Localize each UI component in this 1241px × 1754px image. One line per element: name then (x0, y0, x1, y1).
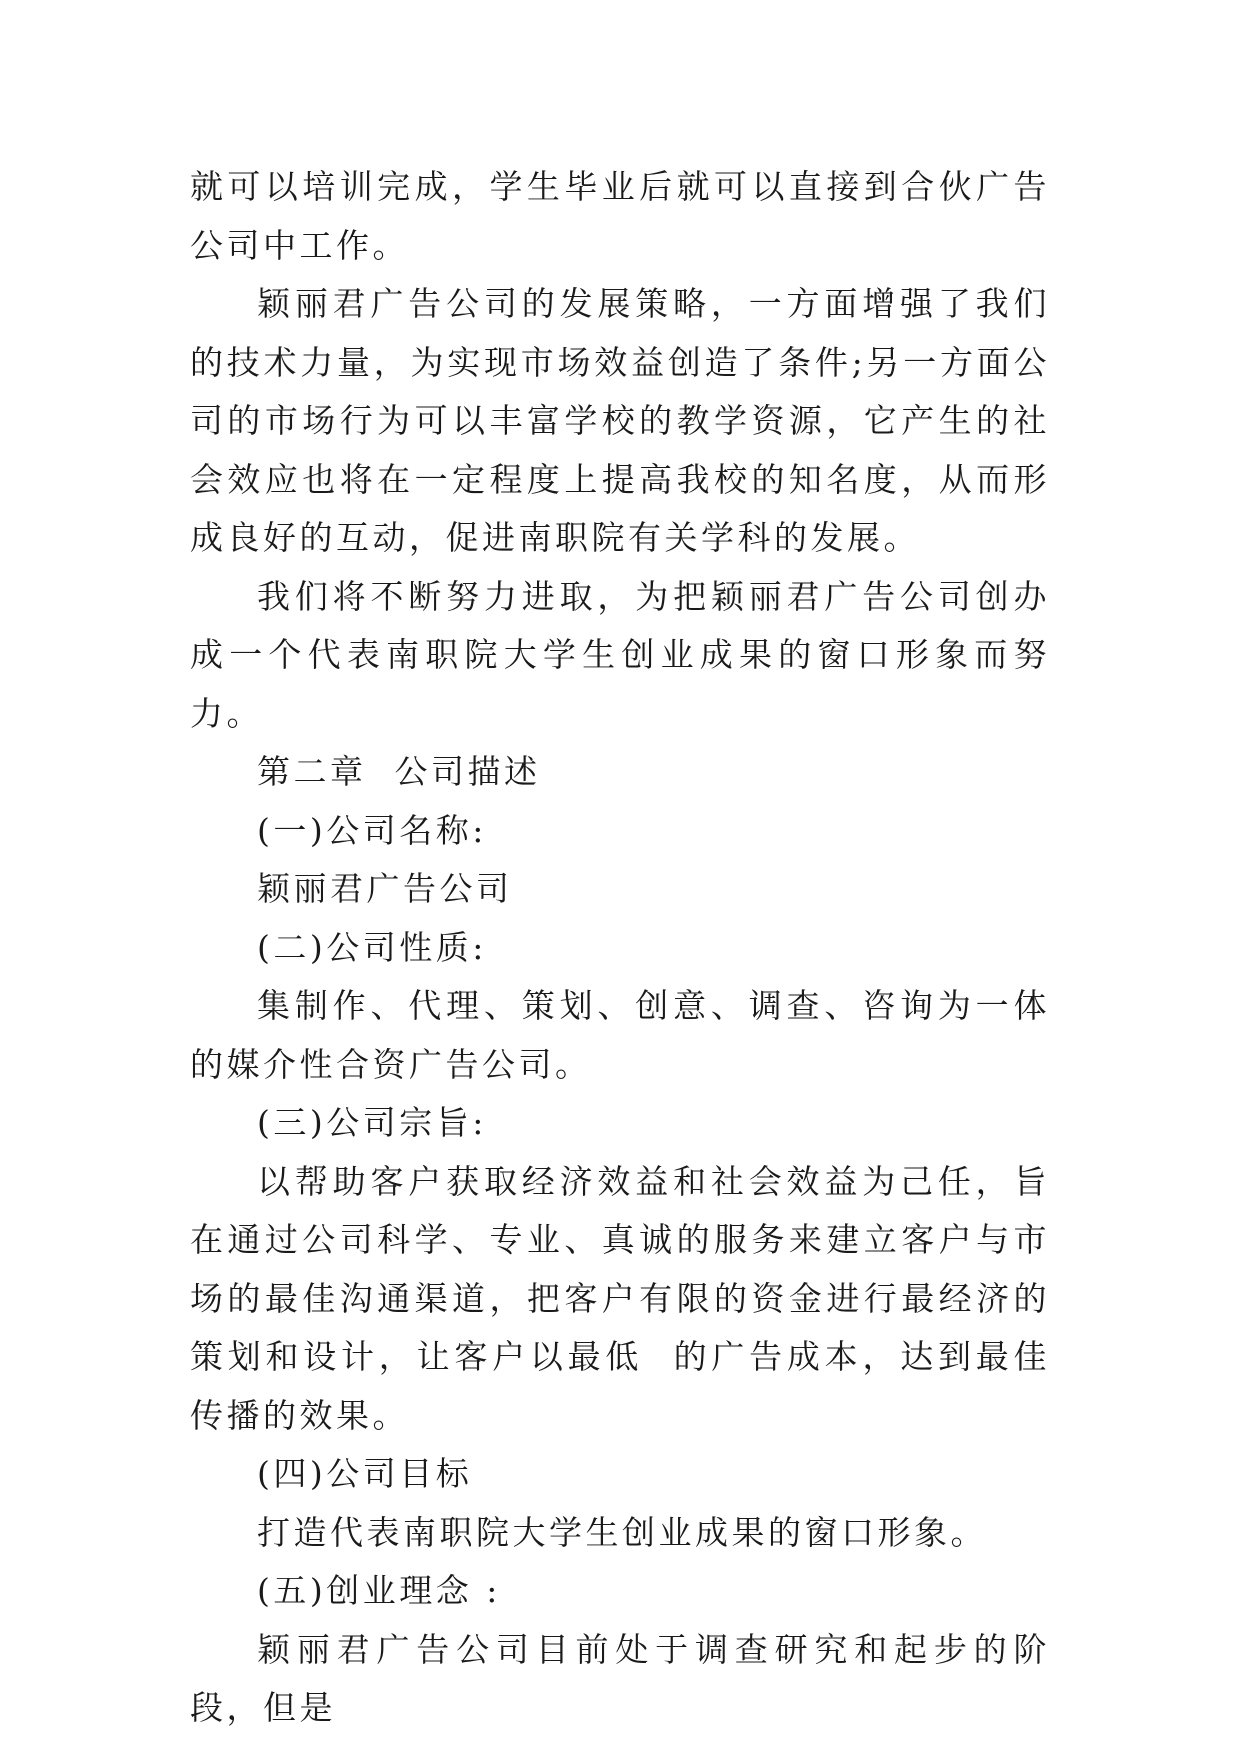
company-nature-value: 集制作、代理、策划、创意、调查、咨询为一体的媒介性合资广告公司。 (190, 986, 1050, 1084)
document-body (190, 158, 1050, 1738)
section-heading-business-philosophy: (五)创业理念 : (257, 1571, 501, 1610)
paragraph-continuation: 就可以培训完成，学生毕业后就可以直接到合伙广告公司中工作。 (190, 167, 1050, 265)
business-philosophy-value: 颖丽君广告公司目前处于调查研究和起步的阶段，但是 (190, 1629, 1050, 1727)
paragraph-development-strategy: 颖丽君广告公司的发展策略，一方面增强了我们的技术力量，为实现市场效益创造了条件;另一方面公司的市场行为可以丰富学校的教学资源，它产生的社会效应也将在一定程度上提高我校的知名度，从而形成良好的互动，促进南职院有关学科的发展。 (190, 284, 1050, 557)
company-name-value: 颖丽君广告公司 (257, 869, 513, 908)
chapter-heading: 第二章 公司描述 (257, 752, 541, 791)
section-heading-company-purpose: (三)公司宗旨: (257, 1103, 487, 1142)
company-goal-value: 打造代表南职院大学生创业成果的窗口形象。 (257, 1512, 987, 1552)
section-heading-company-goal: (四)公司目标 (257, 1454, 473, 1493)
section-heading-company-name: (一)公司名称: (257, 810, 487, 850)
company-purpose-value: 以帮助客户获取经济效益和社会效益为己任，旨在通过公司科学、专业、真诚的服务来建立客户与市场的最佳沟通渠道，把客户有限的资金进行最经济的策划和设计，让客户以最低 的广告成本，达到最佳传播的效果。 (190, 1161, 1050, 1435)
section-heading-company-nature: (二)公司性质: (257, 927, 487, 967)
paragraph-commitment: 我们将不断努力进取，为把颖丽君广告公司创办成一个代表南职院大学生创业成果的窗口形象而努力。 (190, 576, 1050, 733)
